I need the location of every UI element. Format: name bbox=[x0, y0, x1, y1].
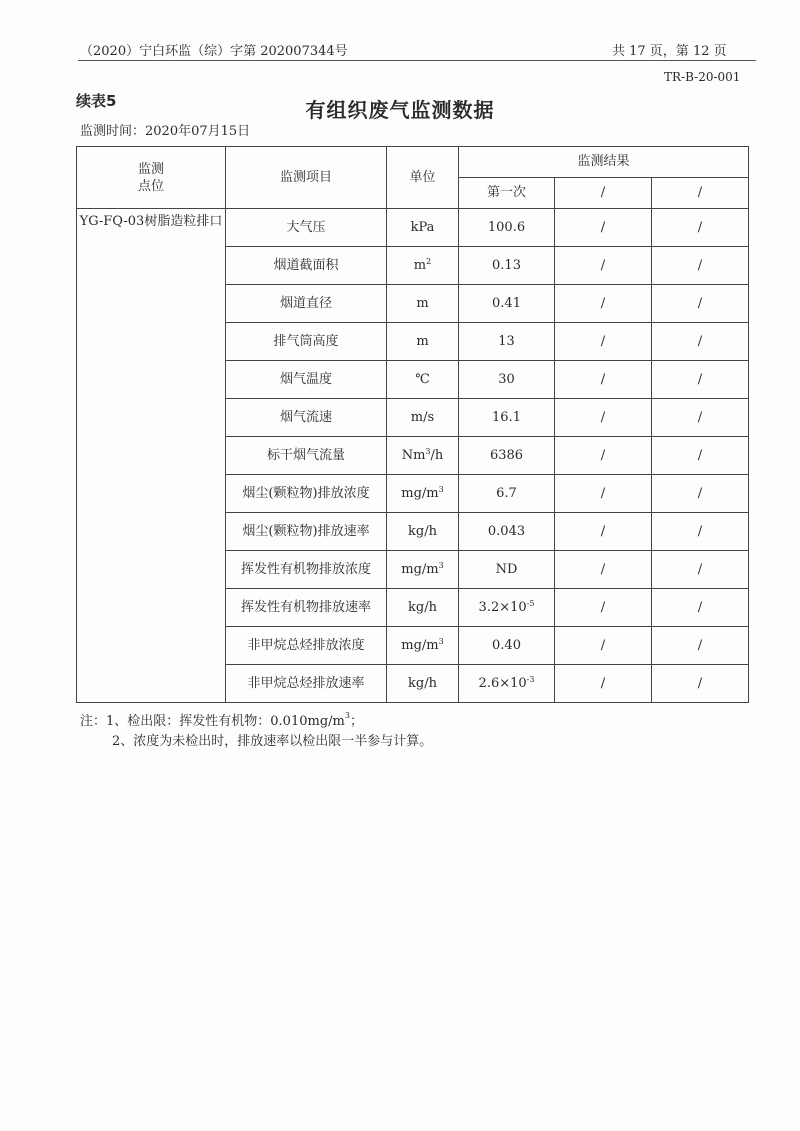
item-cell: 标干烟气流量 bbox=[226, 437, 387, 475]
item-cell: 烟道截面积 bbox=[226, 247, 387, 285]
header-result: 监测结果 bbox=[459, 147, 749, 178]
monitoring-table bbox=[76, 146, 749, 703]
table-row bbox=[77, 209, 749, 247]
result-third: / bbox=[652, 209, 749, 247]
result-first: 30 bbox=[459, 361, 555, 399]
item-cell: 排气筒高度 bbox=[226, 323, 387, 361]
item-cell: 挥发性有机物排放速率 bbox=[226, 589, 387, 627]
result-second: / bbox=[555, 665, 652, 703]
result-third: / bbox=[652, 361, 749, 399]
header-first: 第一次 bbox=[459, 178, 555, 209]
item-cell: 烟道直径 bbox=[226, 285, 387, 323]
result-first: 6386 bbox=[459, 437, 555, 475]
unit-cell: kg/h bbox=[387, 513, 459, 551]
result-first: ND bbox=[459, 551, 555, 589]
result-second: / bbox=[555, 475, 652, 513]
result-third: / bbox=[652, 475, 749, 513]
unit-cell: $mg/m^3$ bbox=[387, 627, 459, 665]
result-second: / bbox=[555, 209, 652, 247]
result-first: 0.043 bbox=[459, 513, 555, 551]
unit-cell: $m^2$ bbox=[387, 247, 459, 285]
header-unit: 单位 bbox=[387, 147, 459, 209]
header-third: / bbox=[652, 178, 749, 209]
form-number: TR-B-20-001 bbox=[664, 70, 741, 84]
header-point-line1: 监测 bbox=[137, 161, 164, 177]
header-divider bbox=[78, 60, 756, 61]
table-header-row bbox=[77, 147, 749, 178]
result-first: 0.13 bbox=[459, 247, 555, 285]
header-second: / bbox=[555, 178, 652, 209]
header-point bbox=[77, 147, 226, 209]
result-second: / bbox=[555, 627, 652, 665]
unit-cell: $mg/m^3$ bbox=[387, 475, 459, 513]
unit-cell: ℃ bbox=[387, 361, 459, 399]
page-counter: 共 17 页，第 12 页 bbox=[612, 44, 727, 59]
item-cell: 大气压 bbox=[226, 209, 387, 247]
page-title: 有组织废气监测数据 bbox=[305, 98, 495, 122]
note-2: 2、浓度为未检出时，排放速率以检出限一半参与计算。 bbox=[112, 734, 433, 749]
result-second: / bbox=[555, 399, 652, 437]
unit-cell: $mg/m^3$ bbox=[387, 551, 459, 589]
result-first: 16.1 bbox=[459, 399, 555, 437]
result-first: $2.6\times 10^{-3}$ bbox=[459, 665, 555, 703]
result-second: / bbox=[555, 589, 652, 627]
result-first: $3.2\times 10^{-5}$ bbox=[459, 589, 555, 627]
result-first: 100.6 bbox=[459, 209, 555, 247]
unit-cell: Nm$^3$/h bbox=[387, 437, 459, 475]
result-second: / bbox=[555, 437, 652, 475]
result-second: / bbox=[555, 323, 652, 361]
header-point-line2: 点位 bbox=[137, 178, 164, 194]
result-third: / bbox=[652, 437, 749, 475]
result-third: / bbox=[652, 285, 749, 323]
result-third: / bbox=[652, 323, 749, 361]
unit-cell: m bbox=[387, 323, 459, 361]
result-third: / bbox=[652, 627, 749, 665]
result-second: / bbox=[555, 361, 652, 399]
result-first: 13 bbox=[459, 323, 555, 361]
result-third: / bbox=[652, 513, 749, 551]
result-first: 6.7 bbox=[459, 475, 555, 513]
continuation-label: 续表5 bbox=[76, 92, 117, 110]
item-cell: 挥发性有机物排放浓度 bbox=[226, 551, 387, 589]
item-cell: 烟尘(颗粒物)排放浓度 bbox=[226, 475, 387, 513]
notes bbox=[80, 712, 432, 752]
result-third: / bbox=[652, 247, 749, 285]
result-second: / bbox=[555, 247, 652, 285]
unit-cell: m bbox=[387, 285, 459, 323]
result-second: / bbox=[555, 285, 652, 323]
monitor-time: 监测时间：2020年07月15日 bbox=[80, 124, 251, 139]
item-cell: 非甲烷总烃排放速率 bbox=[226, 665, 387, 703]
unit-cell: kg/h bbox=[387, 665, 459, 703]
item-cell: 烟尘(颗粒物)排放速率 bbox=[226, 513, 387, 551]
result-third: / bbox=[652, 551, 749, 589]
note-1: 注：1、检出限：挥发性有机物：$0.010mg/m^3$； bbox=[80, 711, 363, 729]
item-cell: 烟气流速 bbox=[226, 399, 387, 437]
unit-cell: kg/h bbox=[387, 589, 459, 627]
unit-cell: m/s bbox=[387, 399, 459, 437]
result-second: / bbox=[555, 513, 652, 551]
item-cell: 烟气温度 bbox=[226, 361, 387, 399]
report-number: （2020）宁白环监（综）字第 202007344号 bbox=[80, 44, 348, 59]
result-third: / bbox=[652, 665, 749, 703]
item-cell: 非甲烷总烃排放浓度 bbox=[226, 627, 387, 665]
result-third: / bbox=[652, 399, 749, 437]
header-item: 监测项目 bbox=[226, 147, 387, 209]
result-first: 0.41 bbox=[459, 285, 555, 323]
result-first: 0.40 bbox=[459, 627, 555, 665]
result-third: / bbox=[652, 589, 749, 627]
monitoring-point: YG-FQ-03树脂造粒排口 bbox=[77, 209, 226, 703]
result-second: / bbox=[555, 551, 652, 589]
unit-cell: kPa bbox=[387, 209, 459, 247]
